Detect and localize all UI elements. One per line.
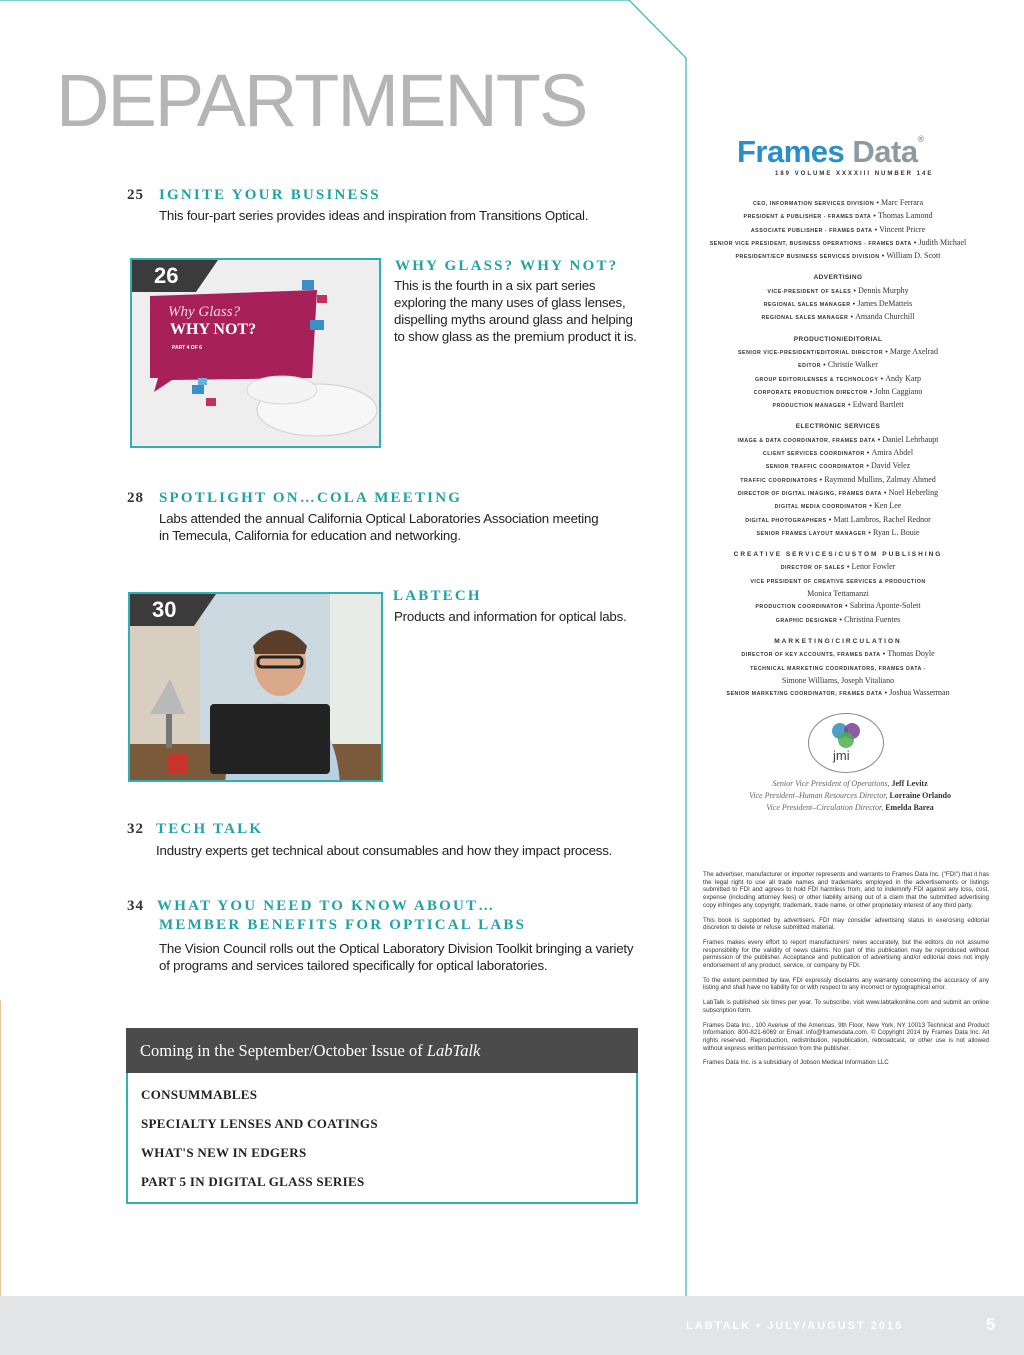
legal-paragraph: To the extent permitted by law, FDI expressly disclaims any warranty concerning the accuracy of any listing and shall have no liability for or with respect to any incorrect or typographical error. bbox=[703, 976, 989, 992]
entry-heading[interactable]: WHY GLASS? WHY NOT? bbox=[395, 258, 619, 274]
legal-paragraph: Frames Data Inc. is a subsidiary of Jobson Medical Information LLC bbox=[703, 1059, 889, 1067]
labtech-thumbnail[interactable] bbox=[128, 592, 383, 782]
legal-paragraph: This book is supported by advertisers. FDI may consider advertising status in exercising editorial discretion to delete or refuse submitted material. bbox=[703, 916, 989, 932]
entry-heading[interactable]: IGNITE YOUR BUSINESS bbox=[159, 187, 381, 203]
legal-notice bbox=[703, 871, 989, 1074]
masthead-staff-row: SENIOR FRAMES LAYOUT MANAGER • Ryan L. Bouie bbox=[756, 527, 920, 537]
masthead-section-title: CREATIVE SERVICES/CUSTOM PUBLISHING bbox=[733, 551, 943, 559]
masthead-staff-row: GRAPHIC DESIGNER • Christina Fuentes bbox=[775, 614, 901, 624]
entry-description: Labs attended the annual California Optical Laboratories Association meeting in Temecula, California for education and networking. bbox=[159, 511, 599, 543]
entry-heading[interactable]: SPOTLIGHT ON…COLA MEETING bbox=[159, 490, 463, 506]
masthead-staff-row: PRESIDENT/ECP BUSINESS SERVICES DIVISION • William D. Scott bbox=[735, 251, 941, 261]
masthead-section-title: ADVERTISING bbox=[813, 274, 863, 282]
masthead-staff-row: DIRECTOR OF SALES • Lenor Fowler bbox=[780, 562, 896, 572]
legal-paragraph: Frames Data Inc., 100 Avenue of the Americas, 9th Floor, New York, NY 10013 Technical and Product Information: 800-821-6069 or Email: info@framesdata.com. © Copyright 2014 by Frames Data Inc. All rights reserved. Reproduction, redistribution, republication, rebroadcast, or other use is not allowed without express written permission from the publisher. bbox=[703, 1021, 989, 1052]
masthead-staff-row: PRESIDENT & PUBLISHER - FRAMES DATA • Thomas Lamond bbox=[743, 211, 933, 221]
coming-item: WHAT'S NEW IN EDGERS bbox=[141, 1145, 307, 1160]
jmi-logo bbox=[808, 713, 884, 773]
masthead-staff-row: SENIOR VICE PRESIDENT, BUSINESS OPERATIONS - FRAMES DATA • Judith Michael bbox=[709, 237, 967, 247]
entry-heading[interactable]: LABTECH bbox=[393, 588, 482, 604]
masthead-staff-row: DIGITAL PHOTOGRAPHERS • Matt Lambros, Rachel Rednor bbox=[745, 514, 931, 524]
frames-data-logo: Frames Data® bbox=[737, 134, 924, 169]
exec-line: Vice President–Human Resources Director, Lorraine Orlando bbox=[748, 791, 952, 800]
legal-paragraph: LabTalk is published six times per year. To subscribe, visit www.labtalkonline.com and submit an online subscription form. bbox=[703, 999, 989, 1014]
entry-description: The Vision Council rolls out the Optical Laboratory Division Toolkit bringing a variety of programs and services tailored specifically for optical laboratories. bbox=[159, 941, 634, 973]
entry-page-number: 32 bbox=[127, 821, 144, 837]
why-glass-thumbnail[interactable] bbox=[130, 258, 381, 448]
entry-heading[interactable]: WHAT YOU NEED TO KNOW ABOUT… bbox=[157, 898, 496, 914]
entry-description: Products and information for optical labs. bbox=[394, 609, 627, 624]
masthead-staff-row: SENIOR TRAFFIC COORDINATOR • David Velez bbox=[765, 461, 911, 471]
masthead-staff-row: Monica Tettamanzi bbox=[807, 589, 869, 599]
masthead-staff-row: Simone Williams, Joseph Vitaliano bbox=[781, 675, 895, 685]
masthead-section-title: ELECTRONIC SERVICES bbox=[795, 423, 881, 431]
masthead-staff-row: CEO, INFORMATION SERVICES DIVISION • Marc Ferrara bbox=[752, 198, 924, 207]
masthead-staff-row: REGIONAL SALES MANAGER • James DeMatteis bbox=[763, 299, 913, 309]
coming-item: CONSUMMABLES bbox=[141, 1087, 258, 1102]
entry-description: Industry experts get technical about consumables and how they impact process. bbox=[156, 843, 613, 858]
footer-issue-label: LABTALK • JULY/AUGUST 2015 bbox=[686, 1320, 904, 1332]
masthead-staff-row: CLIENT SERVICES COORDINATOR • Amira Abdel bbox=[762, 448, 914, 458]
coming-next-issue-heading: Coming in the September/October Issue of LabTalk bbox=[126, 1028, 638, 1073]
masthead-staff-list bbox=[690, 197, 986, 700]
legal-paragraph: The advertiser, manufacturer or importer represents and warrants to Frames Data Inc. ("FDI") that it has the legal right to use all trade names and trademarks employed in the advertisements or listings submitted to FDI and agrees to hold FDI harmless from, and to indemnify FDI against any loss, cost, expense (including attorney fees) or other liability arising out of a claim that the submitted advertising copy infringes any copyright, trademark, trade name, or other proprietary interest of any third party. bbox=[703, 871, 989, 909]
masthead-staff-row: DIGITAL MEDIA COORDINATOR • Ken Lee bbox=[774, 501, 902, 511]
coming-item: SPECIALTY LENSES AND COATINGS bbox=[141, 1116, 378, 1131]
masthead-staff-row: ASSOCIATE PUBLISHER - FRAMES DATA • Vincent Pricre bbox=[750, 224, 926, 234]
masthead-staff-row: VICE PRESIDENT OF CREATIVE SERVICES & PRODUCTION bbox=[750, 578, 926, 585]
coming-item: PART 5 IN DIGITAL GLASS SERIES bbox=[141, 1174, 365, 1189]
entry-page-number: 28 bbox=[127, 490, 144, 506]
masthead-staff-row: DIRECTOR OF KEY ACCOUNTS, FRAMES DATA • Thomas Doyle bbox=[741, 649, 935, 659]
masthead-staff-row: SENIOR VICE-PRESIDENT/EDITORIAL DIRECTOR • Marge Axelrad bbox=[738, 346, 938, 356]
masthead-staff-row: SENIOR MARKETING COORDINATOR, FRAMES DATA • Joshua Wasserman bbox=[726, 688, 950, 698]
exec-line: Senior Vice President of Operations, Jeff Levitz bbox=[772, 779, 928, 788]
thumb-line-2: WHY NOT? bbox=[170, 321, 257, 338]
thumb-line-1: Why Glass? bbox=[168, 304, 241, 320]
entry-description: This four-part series provides ideas and inspiration from Transitions Optical. bbox=[159, 208, 589, 223]
masthead-staff-row: EDITOR • Christie Walker bbox=[798, 360, 878, 370]
entry-page-number: 34 bbox=[127, 898, 144, 914]
masthead-staff-row: TRAFFIC COORDINATORS • Raymond Mullins, Zalmay Ahmed bbox=[740, 474, 936, 484]
entry-page-number: 25 bbox=[127, 187, 144, 203]
masthead-staff-row: GROUP EDITOR/LENSES & TECHNOLOGY • Andy Karp bbox=[754, 373, 922, 383]
masthead-staff-row: VICE-PRESIDENT OF SALES • Dennis Murphy bbox=[767, 285, 909, 295]
masthead-staff-row: DIRECTOR OF DIGITAL IMAGING, FRAMES DATA • Noel Heberling bbox=[737, 487, 939, 497]
page-badge: 26 bbox=[132, 260, 218, 292]
masthead-staff-row: IMAGE & DATA COORDINATOR, FRAMES DATA • Daniel Lehrhaupt bbox=[737, 434, 939, 444]
jmi-logo-mark bbox=[808, 713, 884, 773]
masthead-staff-row: PRODUCTION COORDINATOR • Sabrina Aponte-Solett bbox=[755, 601, 921, 611]
jmi-wordmark: jmi bbox=[833, 748, 850, 763]
page-number: 5 bbox=[986, 1315, 996, 1334]
thumb-line-3: PART 4 OF 6 bbox=[172, 345, 202, 351]
entry-heading[interactable]: TECH TALK bbox=[156, 821, 264, 837]
page-badge: 30 bbox=[130, 594, 216, 626]
masthead-staff-row: REGIONAL SALES MANAGER • Amanda Churchill bbox=[761, 312, 915, 322]
masthead-staff-row: TECHNICAL MARKETING COORDINATORS, FRAMES DATA - bbox=[750, 665, 926, 672]
masthead-section-title: PRODUCTION/EDITORIAL bbox=[793, 335, 883, 343]
entry-description: This is the fourth in a six part series exploring the many uses of glass lenses, dispelling myths around glass and helping to show glass as the premium product it is. bbox=[394, 278, 637, 344]
masthead-staff-row: PRODUCTION MANAGER • Edward Bartlett bbox=[772, 400, 904, 410]
legal-paragraph: Frames makes every effort to report manufacturers' news accurately, but the editors do not assume responsibility for the validity of news claims. No part of this publication may be reproduced without permission of the publisher. Acceptance and publication of advertising and/or editorial does not imply endorsement of any product, service, or company by FDI. bbox=[703, 938, 989, 970]
volume-line: 189 VOLUME XXXXIII NUMBER 14E bbox=[775, 171, 934, 177]
exec-line: Vice President–Circulation Director, Emelda Barea bbox=[766, 803, 934, 812]
page-title: DEPARTMENTS bbox=[56, 59, 587, 142]
entry-heading-line2[interactable]: MEMBER BENEFITS FOR OPTICAL LABS bbox=[159, 917, 527, 933]
masthead-staff-row: CORPORATE PRODUCTION DIRECTOR • John Caggiano bbox=[753, 386, 923, 396]
masthead-section-title: MARKETING/CIRCULATION bbox=[774, 637, 902, 645]
